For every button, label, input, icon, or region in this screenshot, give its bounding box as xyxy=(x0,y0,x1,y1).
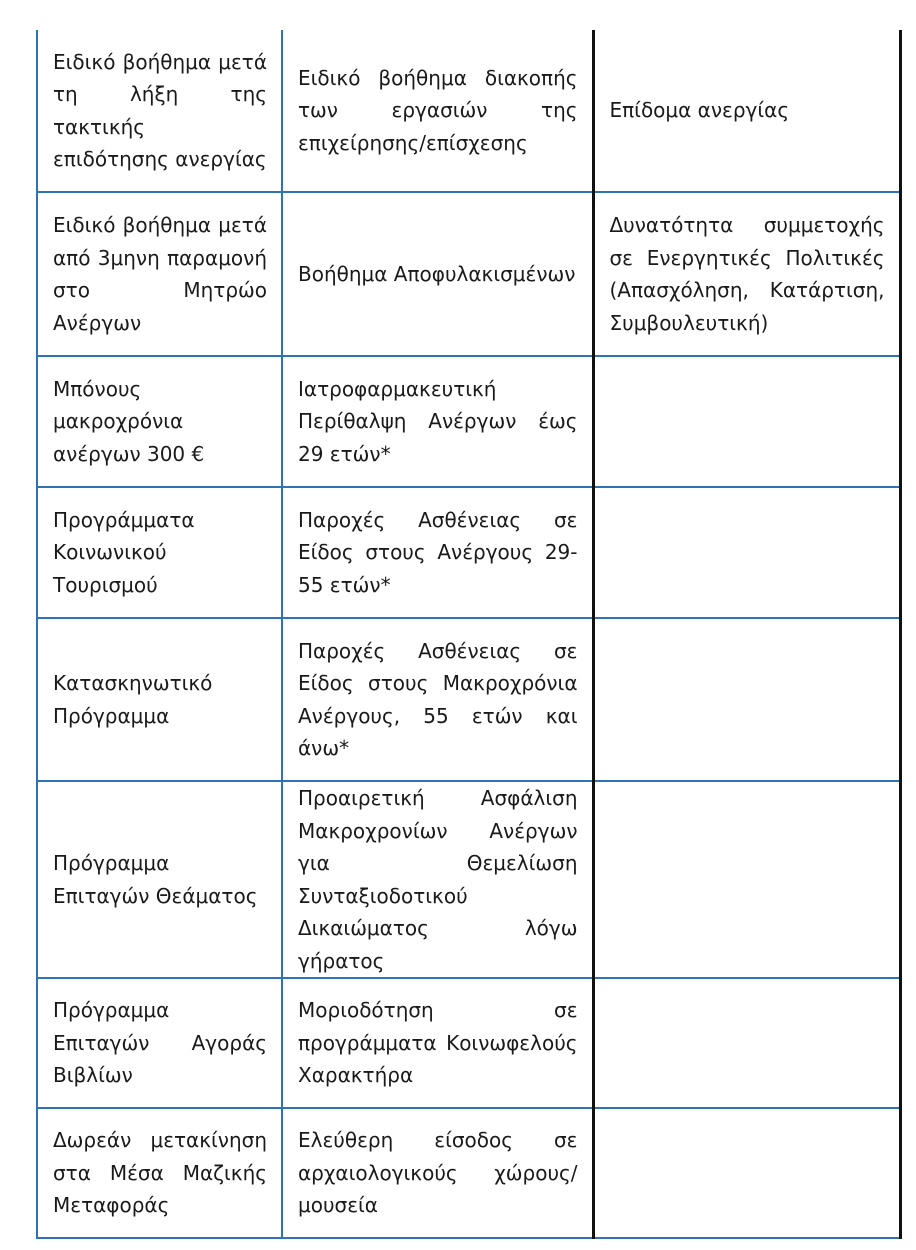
table-row xyxy=(37,1108,900,1238)
table-cell xyxy=(593,618,900,781)
table-cell xyxy=(593,487,900,618)
table-cell: Επίδομα ανεργίας xyxy=(593,30,900,192)
table-cell xyxy=(593,978,900,1108)
table-cell: Ειδικό βοήθημα μετά από 3μηνη παραμονή στο Μητρώο Ανέργων xyxy=(37,192,282,356)
table-cell: Προαιρετική Ασφάλιση Μακροχρονίων Ανέργων για Θεμελίωση Συνταξιοδοτικού Δικαιώματος λόγω γήρατος xyxy=(282,781,593,978)
benefits-table xyxy=(36,30,902,1239)
table-cell: Παροχές Ασθένειας σε Είδος στους Μακροχρόνια Ανέργους, 55 ετών και άνω* xyxy=(282,618,593,781)
table-cell: Ειδικό βοήθημα μετά τη λήξη της τακτικής επιδότησης ανεργίας xyxy=(37,30,282,192)
table-cell xyxy=(593,781,900,978)
table-cell: Πρόγραμμα Επιταγών Αγοράς Βιβλίων xyxy=(37,978,282,1108)
table-cell: Βοήθημα Αποφυλακισμένων xyxy=(282,192,593,356)
table-cell: Ειδικό βοήθημα διακοπής των εργασιών της επιχείρησης/επίσχεσης xyxy=(282,30,593,192)
table-cell xyxy=(593,356,900,487)
table-cell: Μπόνους μακροχρόνια ανέργων 300 € xyxy=(37,356,282,487)
table-row xyxy=(37,781,900,978)
table-cell: Ελεύθερη είσοδος σε αρχαιολογικούς χώρους/ μουσεία xyxy=(282,1108,593,1238)
table-row xyxy=(37,192,900,356)
table-row xyxy=(37,487,900,618)
table-row xyxy=(37,30,900,192)
table-cell: Ιατροφαρμακευτική Περίθαλψη Ανέργων έως 29 ετών* xyxy=(282,356,593,487)
table-cell xyxy=(593,1108,900,1238)
table-row xyxy=(37,618,900,781)
table-cell: Παροχές Ασθένειας σε Είδος στους Ανέργους 29-55 ετών* xyxy=(282,487,593,618)
table-cell: Κατασκηνωτικό Πρόγραμμα xyxy=(37,618,282,781)
table-cell: Μοριοδότηση σε προγράμματα Κοινωφελούς Χαρακτήρα xyxy=(282,978,593,1108)
table-row xyxy=(37,356,900,487)
table-cell: Δωρεάν μετακίνηση στα Μέσα Μαζικής Μεταφοράς xyxy=(37,1108,282,1238)
table-cell: Πρόγραμμα Επιταγών Θεάματος xyxy=(37,781,282,978)
table-cell: Προγράμματα Κοινωνικού Τουρισμού xyxy=(37,487,282,618)
table-row xyxy=(37,978,900,1108)
table-cell: Δυνατότητα συμμετοχής σε Ενεργητικές Πολιτικές (Απασχόληση, Κατάρτιση, Συμβουλευτική) xyxy=(593,192,900,356)
